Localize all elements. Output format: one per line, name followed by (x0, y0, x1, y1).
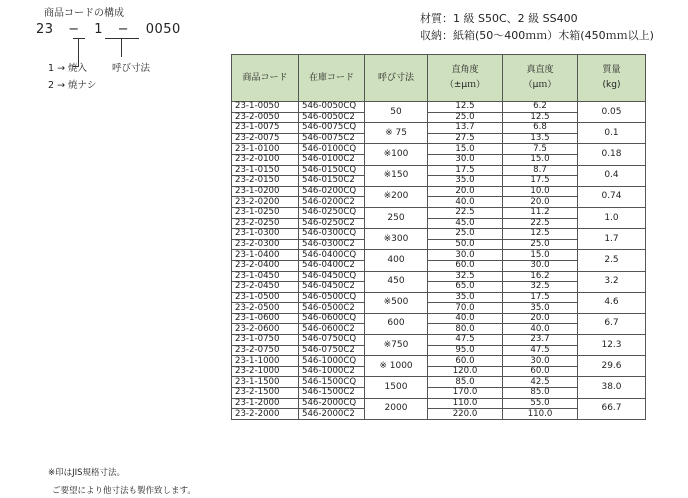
straightness-cell: 6.8 (503, 123, 578, 134)
mass-cell: 3.2 (578, 271, 646, 292)
stock-code-cell: 546-0150C2 (299, 176, 365, 187)
straightness-cell: 55.0 (503, 398, 578, 409)
product-code-cell: 23-2-0750 (232, 345, 299, 356)
size-label: 呼び寸法 (112, 63, 151, 74)
nominal-size-cell: 450 (365, 271, 428, 292)
mass-cell: 12.3 (578, 335, 646, 356)
table-row (232, 123, 646, 134)
mass-cell: 29.6 (578, 356, 646, 377)
straightness-cell: 110.0 (503, 409, 578, 420)
stock-code-cell: 546-2000CQ (299, 398, 365, 409)
product-code-cell: 23-1-0150 (232, 165, 299, 176)
straightness-cell: 15.0 (503, 154, 578, 165)
stock-code-cell: 546-1000C2 (299, 366, 365, 377)
header-stock-code: 在庫コード (299, 55, 365, 102)
perpendicularity-cell: 220.0 (428, 409, 503, 420)
mass-cell: 4.6 (578, 292, 646, 313)
table-row (232, 377, 646, 388)
stock-code-cell: 546-0500CQ (299, 292, 365, 303)
nominal-size-cell: ※150 (365, 165, 428, 186)
perpendicularity-cell: 110.0 (428, 398, 503, 409)
stock-code-cell: 546-0500C2 (299, 303, 365, 314)
straightness-cell: 60.0 (503, 366, 578, 377)
table-row (232, 271, 646, 282)
straightness-cell: 6.2 (503, 102, 578, 113)
table-row (232, 186, 646, 197)
product-code-cell: 23-2-0450 (232, 282, 299, 293)
product-table (231, 54, 646, 420)
perpendicularity-cell: 85.0 (428, 377, 503, 388)
stock-code-cell: 546-1000CQ (299, 356, 365, 367)
product-code-cell: 23-2-0050 (232, 112, 299, 123)
table-body (232, 102, 646, 420)
product-code-cell: 23-1-0300 (232, 229, 299, 240)
perpendicularity-cell: 15.0 (428, 144, 503, 155)
mass-cell: 2.5 (578, 250, 646, 271)
straightness-cell: 10.0 (503, 186, 578, 197)
product-code-cell: 23-2-0200 (232, 197, 299, 208)
product-code-cell: 23-2-0075 (232, 133, 299, 144)
mass-cell: 38.0 (578, 377, 646, 398)
nominal-size-cell: 250 (365, 207, 428, 228)
perpendicularity-cell: 35.0 (428, 292, 503, 303)
nominal-size-cell: ※500 (365, 292, 428, 313)
mass-cell: 1.7 (578, 229, 646, 250)
product-code-cell: 23-1-0600 (232, 313, 299, 324)
stock-code-cell: 546-0300C2 (299, 239, 365, 250)
perpendicularity-cell: 70.0 (428, 303, 503, 314)
header-product-code: 商品コード (232, 55, 299, 102)
product-code-cell: 23-2-0600 (232, 324, 299, 335)
stock-code-cell: 546-0450CQ (299, 271, 365, 282)
product-code-cell: 23-1-1000 (232, 356, 299, 367)
product-code-cell: 23-1-0450 (232, 271, 299, 282)
perpendicularity-cell: 50.0 (428, 239, 503, 250)
straightness-cell: 12.5 (503, 112, 578, 123)
stock-code-cell: 546-0075CQ (299, 123, 365, 134)
nominal-size-cell: ※300 (365, 229, 428, 250)
perpendicularity-cell: 22.5 (428, 207, 503, 218)
nominal-size-cell: ※100 (365, 144, 428, 165)
stock-code-cell: 546-2000C2 (299, 409, 365, 420)
header-mass: 質量 (kg) (578, 55, 646, 102)
stock-code-cell: 546-0750CQ (299, 335, 365, 346)
straightness-cell: 30.0 (503, 260, 578, 271)
stock-code-cell: 546-0150CQ (299, 165, 365, 176)
code-structure-title: 商品コードの構成 (44, 8, 124, 19)
stock-code-cell: 546-1500C2 (299, 388, 365, 399)
nominal-size-cell: 2000 (365, 398, 428, 419)
product-code-cell: 23-2-0500 (232, 303, 299, 314)
product-code-cell: 23-1-0500 (232, 292, 299, 303)
grade-underline (73, 38, 85, 39)
perpendicularity-cell: 95.0 (428, 345, 503, 356)
product-code-cell: 23-2-0150 (232, 176, 299, 187)
straightness-cell: 22.5 (503, 218, 578, 229)
table-row (232, 165, 646, 176)
code-prefix: 23 (36, 22, 54, 37)
table-row (232, 102, 646, 113)
stock-code-cell: 546-0075C2 (299, 133, 365, 144)
product-code-cell: 23-1-2000 (232, 398, 299, 409)
product-code-cell: 23-1-0200 (232, 186, 299, 197)
stock-code-cell: 546-1500CQ (299, 377, 365, 388)
mass-cell: 0.74 (578, 186, 646, 207)
header-perpendicularity: 直角度 （±μｍ） (428, 55, 503, 102)
header-nominal-size: 呼び寸法 (365, 55, 428, 102)
table-row (232, 250, 646, 261)
straightness-cell: 25.0 (503, 239, 578, 250)
product-code-cell: 23-1-0750 (232, 335, 299, 346)
stock-code-cell: 546-0050CQ (299, 102, 365, 113)
perpendicularity-cell: 13.7 (428, 123, 503, 134)
stock-code-cell: 546-0450C2 (299, 282, 365, 293)
perpendicularity-cell: 12.5 (428, 102, 503, 113)
product-code-cell: 23-1-0250 (232, 207, 299, 218)
straightness-cell: 17.5 (503, 292, 578, 303)
straightness-cell: 20.0 (503, 197, 578, 208)
product-code-cell: 23-2-0400 (232, 260, 299, 271)
perpendicularity-cell: 60.0 (428, 356, 503, 367)
code-grade: 1 (94, 22, 104, 37)
size-underline (105, 38, 139, 39)
straightness-cell: 35.0 (503, 303, 578, 314)
straightness-cell: 13.5 (503, 133, 578, 144)
straightness-cell: 42.5 (503, 377, 578, 388)
product-code-cell: 23-2-0250 (232, 218, 299, 229)
table-row (232, 398, 646, 409)
code-size: 0050 (145, 22, 181, 37)
mass-cell: 0.05 (578, 102, 646, 123)
stock-code-cell: 546-0100CQ (299, 144, 365, 155)
straightness-cell: 20.0 (503, 313, 578, 324)
code-dash: − (68, 22, 80, 37)
nominal-size-cell: ※750 (365, 335, 428, 356)
stock-code-cell: 546-0250CQ (299, 207, 365, 218)
perpendicularity-cell: 120.0 (428, 366, 503, 377)
stock-code-cell: 546-0400C2 (299, 260, 365, 271)
straightness-cell: 11.2 (503, 207, 578, 218)
perpendicularity-cell: 65.0 (428, 282, 503, 293)
header-straightness: 真直度 （μｍ） (503, 55, 578, 102)
perpendicularity-cell: 35.0 (428, 176, 503, 187)
stock-code-cell: 546-0200C2 (299, 197, 365, 208)
product-code-cell: 23-1-0075 (232, 123, 299, 134)
perpendicularity-cell: 80.0 (428, 324, 503, 335)
nominal-size-cell: ※200 (365, 186, 428, 207)
mass-cell: 0.4 (578, 165, 646, 186)
product-code-cell: 23-2-0300 (232, 239, 299, 250)
straightness-cell: 30.0 (503, 356, 578, 367)
perpendicularity-cell: 30.0 (428, 154, 503, 165)
product-code-cell: 23-2-2000 (232, 409, 299, 420)
product-code-cell: 23-1-0400 (232, 250, 299, 261)
straightness-cell: 12.5 (503, 229, 578, 240)
perpendicularity-cell: 27.5 (428, 133, 503, 144)
perpendicularity-cell: 47.5 (428, 335, 503, 346)
table-row (232, 356, 646, 367)
product-code-cell: 23-1-1500 (232, 377, 299, 388)
nominal-size-cell: ※ 1000 (365, 356, 428, 377)
straightness-cell: 40.0 (503, 324, 578, 335)
size-connector (121, 38, 122, 57)
perpendicularity-cell: 170.0 (428, 388, 503, 399)
stock-code-cell: 546-0200CQ (299, 186, 365, 197)
legend-unhardened: 2 → 焼ナシ (48, 80, 97, 91)
nominal-size-cell: 50 (365, 102, 428, 123)
nominal-size-cell: ※ 75 (365, 123, 428, 144)
perpendicularity-cell: 20.0 (428, 186, 503, 197)
nominal-size-cell: 600 (365, 313, 428, 334)
perpendicularity-cell: 17.5 (428, 165, 503, 176)
product-code-cell: 23-2-0100 (232, 154, 299, 165)
table-row (232, 313, 646, 324)
material-spec: 材質：1 級 S50C、2 級 SS400 (420, 12, 578, 25)
mass-cell: 6.7 (578, 313, 646, 334)
table-row (232, 207, 646, 218)
table-row (232, 292, 646, 303)
stock-code-cell: 546-0600CQ (299, 313, 365, 324)
mass-cell: 1.0 (578, 207, 646, 228)
straightness-cell: 15.0 (503, 250, 578, 261)
stock-code-cell: 546-0400CQ (299, 250, 365, 261)
straightness-cell: 85.0 (503, 388, 578, 399)
perpendicularity-cell: 30.0 (428, 250, 503, 261)
straightness-cell: 17.5 (503, 176, 578, 187)
packing-spec: 収納：紙箱(50～400ｍｍ）木箱(450ｍｍ以上) (420, 29, 654, 42)
stock-code-cell: 546-0050C2 (299, 112, 365, 123)
product-code-cell: 23-2-1000 (232, 366, 299, 377)
perpendicularity-cell: 25.0 (428, 112, 503, 123)
legend-hardened: 1 → 焼入 (48, 63, 88, 74)
product-code-cell: 23-2-1500 (232, 388, 299, 399)
straightness-cell: 7.5 (503, 144, 578, 155)
perpendicularity-cell: 40.0 (428, 197, 503, 208)
mass-cell: 66.7 (578, 398, 646, 419)
table-row (232, 229, 646, 240)
stock-code-cell: 546-0750C2 (299, 345, 365, 356)
perpendicularity-cell: 32.5 (428, 271, 503, 282)
straightness-cell: 32.5 (503, 282, 578, 293)
stock-code-cell: 546-0300CQ (299, 229, 365, 240)
table-header-row (232, 55, 646, 102)
stock-code-cell: 546-0600C2 (299, 324, 365, 335)
nominal-size-cell: 1500 (365, 377, 428, 398)
straightness-cell: 47.5 (503, 345, 578, 356)
mass-cell: 0.1 (578, 123, 646, 144)
product-code-cell: 23-1-0100 (232, 144, 299, 155)
perpendicularity-cell: 25.0 (428, 229, 503, 240)
jis-note: ※印はJIS規格寸法。 (48, 468, 126, 478)
straightness-cell: 23.7 (503, 335, 578, 346)
stock-code-cell: 546-0250C2 (299, 218, 365, 229)
nominal-size-cell: 400 (365, 250, 428, 271)
code-pattern (36, 22, 181, 37)
mass-cell: 0.18 (578, 144, 646, 165)
custom-size-note: ご要望により他寸法も製作致します。 (52, 486, 196, 496)
table-row (232, 335, 646, 346)
perpendicularity-cell: 60.0 (428, 260, 503, 271)
straightness-cell: 8.7 (503, 165, 578, 176)
code-dash: − (117, 22, 130, 37)
product-code-cell: 23-1-0050 (232, 102, 299, 113)
stock-code-cell: 546-0100C2 (299, 154, 365, 165)
perpendicularity-cell: 45.0 (428, 218, 503, 229)
table-row (232, 144, 646, 155)
straightness-cell: 16.2 (503, 271, 578, 282)
perpendicularity-cell: 40.0 (428, 313, 503, 324)
